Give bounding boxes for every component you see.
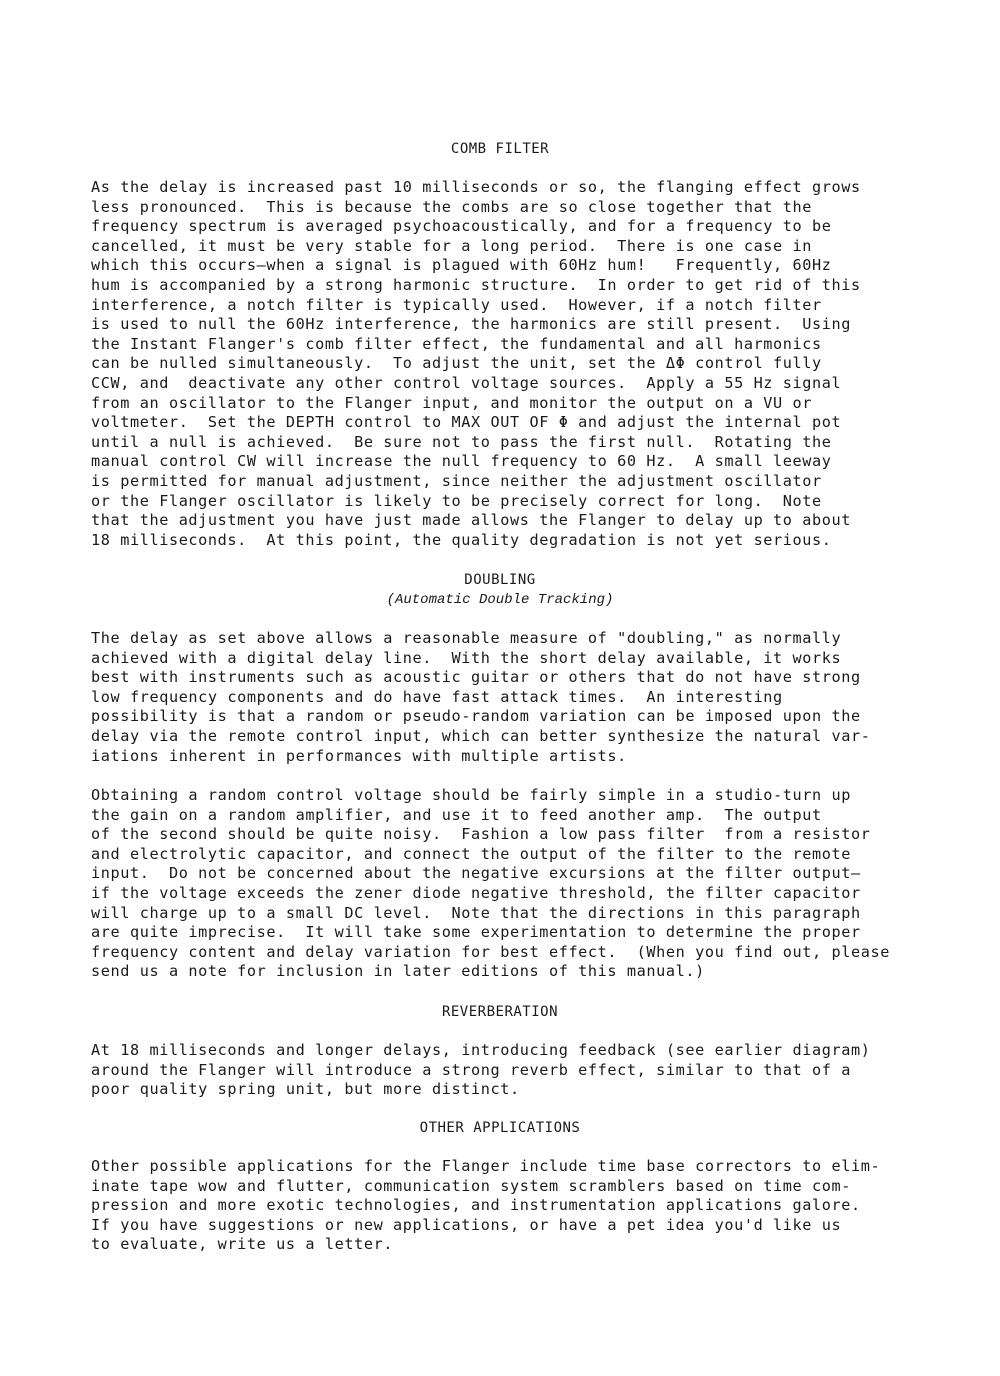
text-line: input. Do not be concerned about the negative excursions at the filter output— [91,864,861,883]
text-line: achieved with a digital delay line. With the short delay available, it works [91,648,842,667]
text-line: less pronounced. This is because the combs are so close together that the [91,197,813,216]
text-line: As the delay is increased past 10 milliseconds or so, the flanging effect grows [91,178,861,196]
text-line: to evaluate, write us a letter. [91,1235,394,1254]
text-line: manual control CW will increase the null frequency to 60 Hz. A small leeway [91,452,832,471]
text-line: interference, a notch filter is typically used. However, if a notch filter [91,295,822,314]
text-line: best with instruments such as acoustic guitar or others that do not have strong [91,668,861,687]
text-line: are quite imprecise. It will take some experimentation to determine the proper [91,923,861,942]
text-line: if the voltage exceeds the zener diode negative threshold, the filter capacitor [91,883,861,902]
text-line: send us a note for inclusion in later editions of this manual.) [91,962,705,981]
text-line: poor quality spring unit, but more distinct. [91,1080,520,1099]
comb-filter-paragraph [91,178,911,550]
text-line: CCW, and deactivate any other control voltage sources. Apply a 55 Hz signal [91,373,842,392]
text-line: is permitted for manual adjustment, since neither the adjustment oscillator [91,471,822,490]
text-line: is used to null the 60Hz interference, the harmonics are still present. Using [91,315,852,334]
text-line: The delay as set above allows a reasonable measure of "doubling," as normally [91,629,842,647]
text-line: around the Flanger will introduce a strong reverb effect, similar to that of a [91,1060,852,1079]
text-line: which this occurs—when a signal is plagued with 60Hz hum! Frequently, 60Hz [91,256,832,275]
text-line: delay via the remote control input, which can better synthesize the natural var- [91,726,871,745]
text-line: hum is accompanied by a strong harmonic structure. In order to get rid of this [91,275,861,294]
text-line: At 18 milliseconds and longer delays, introducing feedback (see earlier diagram) [91,1041,871,1059]
text-line: Other possible applications for the Flanger include time base correctors to elim- [91,1157,881,1175]
text-line: or the Flanger oscillator is likely to be precisely correct for long. Note [91,491,822,510]
text-line: 18 milliseconds. At this point, the quality degradation is not yet serious. [91,530,832,549]
text-line: low frequency components and do have fast attack times. An interesting [91,687,783,706]
text-line: from an oscillator to the Flanger input, and monitor the output on a VU or [91,393,813,412]
text-line: pression and more exotic technologies, and instrumentation applications galore. [91,1196,861,1215]
text-line: If you have suggestions or new applications, or have a pet idea you'd like us [91,1215,842,1234]
comb-filter-heading: COMB FILTER [450,141,550,157]
other-applications-paragraph [91,1157,911,1255]
reverberation-heading: REVERBERATION [441,1004,559,1020]
text-line: until a null is achieved. Be sure not to pass the first null. Rotating the [91,432,832,451]
text-line: iations inherent in performances with multiple artists. [91,746,627,765]
text-line: frequency content and delay variation for best effect. (When you find out, please [91,942,890,961]
doubling-subheading: (Automatic Double Tracking) [386,592,614,608]
text-line: inate tape wow and flutter, communication system scramblers based on time com- [91,1176,852,1195]
doubling-paragraph-2 [91,786,911,982]
reverberation-paragraph [91,1041,911,1100]
text-line: frequency spectrum is averaged psychoacoustically, and for a frequency to be [91,217,832,236]
text-line: Obtaining a random control voltage should be fairly simple in a studio-turn up [91,786,852,804]
text-line: the gain on a random amplifier, and use it to feed another amp. The output [91,805,822,824]
doubling-heading: DOUBLING [464,572,536,588]
doubling-paragraph-1 [91,629,911,766]
text-line: voltmeter. Set the DEPTH control to MAX OUT OF Φ and adjust the internal pot [91,413,842,432]
text-line: possibility is that a random or pseudo-random variation can be imposed upon the [91,707,861,726]
text-line: the Instant Flanger's comb filter effect, the fundamental and all harmonics [91,334,822,353]
text-line: that the adjustment you have just made allows the Flanger to delay up to about [91,511,852,530]
text-line: cancelled, it must be very stable for a long period. There is one case in [91,236,813,255]
other-applications-heading: OTHER APPLICATIONS [419,1120,581,1136]
text-line: of the second should be quite noisy. Fashion a low pass filter from a resistor [91,825,871,844]
text-line: will charge up to a small DC level. Note that the directions in this paragraph [91,903,861,922]
text-line: and electrolytic capacitor, and connect the output of the filter to the remote [91,844,852,863]
text-line: can be nulled simultaneously. To adjust the unit, set the ΔΦ control fully [91,354,822,373]
